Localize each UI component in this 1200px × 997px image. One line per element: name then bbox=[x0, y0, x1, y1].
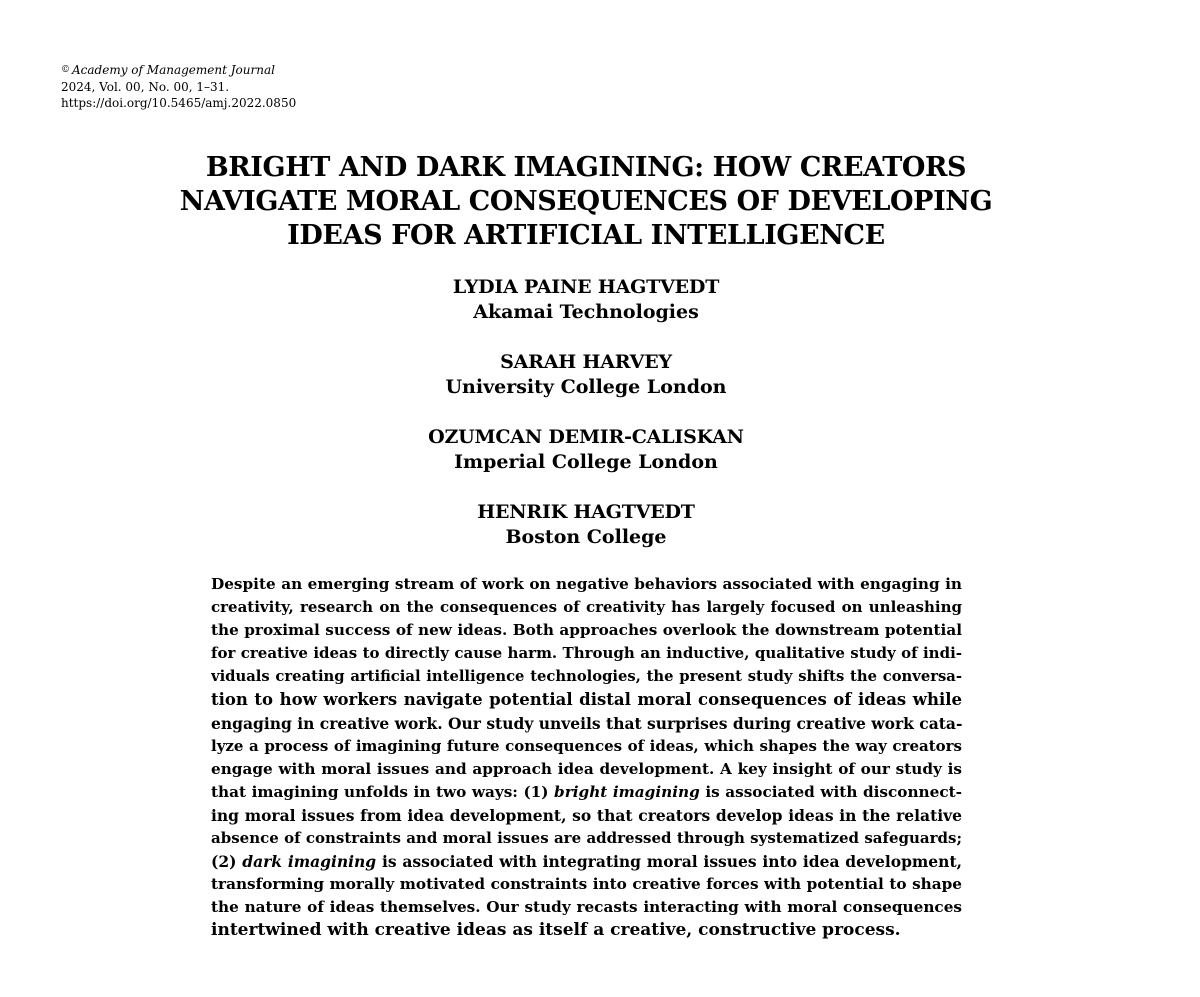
author-name: HENRIK HAGTVEDT bbox=[477, 501, 695, 523]
abstract-line bbox=[211, 781, 962, 804]
journal-name: Academy of Management Journal bbox=[72, 63, 275, 77]
abstract-line: tion to how workers navigate potential distal moral consequences of ideas while bbox=[211, 690, 962, 710]
author-block bbox=[286, 275, 886, 325]
abstract-line: intertwined with creative ideas as itself a creative, constructive process. bbox=[211, 920, 901, 941]
journal-line bbox=[61, 62, 296, 79]
abstract-text: that imagining unfolds in two ways: (1) bbox=[211, 782, 555, 801]
abstract-text: (2) bbox=[211, 852, 243, 872]
author-affiliation: Imperial College London bbox=[454, 451, 718, 473]
abstract-line: absence of constraints and moral issues are addressed through systematized safeguards; bbox=[211, 829, 962, 848]
author-affiliation: Boston College bbox=[505, 526, 667, 548]
title-line: NAVIGATE MORAL CONSEQUENCES OF DEVELOPING bbox=[179, 186, 993, 217]
author-affiliation: University College London bbox=[445, 376, 727, 398]
author-name: LYDIA PAINE HAGTVEDT bbox=[452, 276, 720, 298]
abstract-line: Despite an emerging stream of work on negative behaviors associated with engaging in bbox=[211, 575, 962, 593]
abstract-line: the nature of ideas themselves. Our study recasts interacting with moral consequences bbox=[211, 898, 962, 917]
journal-metadata bbox=[61, 62, 296, 112]
title-line: IDEAS FOR ARTIFICIAL INTELLIGENCE bbox=[287, 220, 885, 251]
paper-title bbox=[150, 151, 1022, 253]
author-block bbox=[286, 425, 886, 475]
abstract-line bbox=[211, 850, 962, 873]
abstract-line: viduals creating artificial intelligence technologies, the present study shifts the conversa- bbox=[211, 668, 962, 686]
abstract-line: lyze a process of imagining future consequences of ideas, which shapes the way creators bbox=[211, 736, 962, 755]
abstract-line: for creative ideas to directly cause harm. Through an inductive, qualitative study of indi- bbox=[211, 644, 962, 663]
abstract-line: ing moral issues from idea development, so that creators develop ideas in the relative bbox=[211, 805, 962, 825]
author-name: OZUMCAN DEMIR-CALISKAN bbox=[428, 426, 744, 448]
title-line: BRIGHT AND DARK IMAGINING: HOW CREATORS bbox=[205, 152, 967, 183]
volume-line: 2024, Vol. 00, No. 00, 1–31. bbox=[61, 79, 230, 94]
author-block bbox=[286, 350, 886, 400]
abstract-line: the proximal success of new ideas. Both approaches overlook the downstream potential bbox=[211, 621, 962, 640]
abstract bbox=[211, 573, 962, 943]
abstract-text: is associated with disconnect- bbox=[699, 782, 962, 801]
abstract-text: is associated with integrating moral issues into idea development, bbox=[376, 852, 962, 872]
abstract-line: engage with moral issues and approach idea development. A key insight of our study is bbox=[211, 759, 962, 778]
doi-link[interactable]: https://doi.org/10.5465/amj.2022.0850 bbox=[61, 96, 297, 110]
copyright-symbol: © bbox=[61, 65, 70, 75]
abstract-line: transforming morally motivated constraints into creative forces with potential to shape bbox=[211, 875, 962, 894]
author-affiliation: Akamai Technologies bbox=[473, 301, 699, 323]
author-block bbox=[286, 500, 886, 550]
abstract-line: engaging in creative work. Our study unveils that surprises during creative work cata- bbox=[211, 713, 962, 733]
dark-imagining-term: dark imagining bbox=[242, 852, 377, 872]
bright-imagining-term: bright imagining bbox=[554, 782, 700, 801]
author-name: SARAH HARVEY bbox=[500, 351, 672, 373]
abstract-line: creativity, research on the consequences of creativity has largely focused on unleashing bbox=[211, 598, 962, 617]
